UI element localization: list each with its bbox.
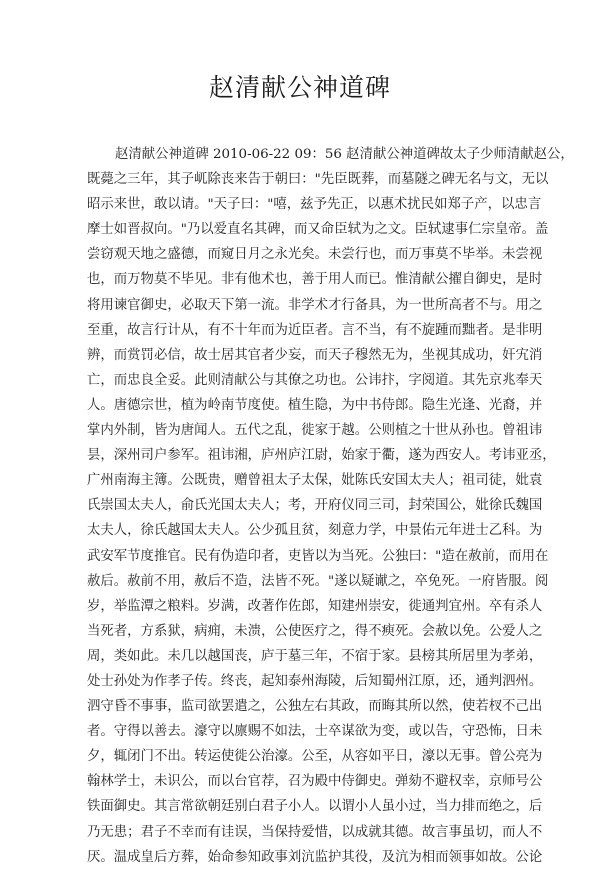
text-line: 广州南海主簿。公既贵，赠曾祖太子太保，妣陈氏安国太夫人；祖司徒，妣袁	[87, 473, 543, 489]
text-line: 赦后。赦前不用，赦后不造，法皆不死。"遂以疑谳之，卒免死。一府皆服。阅	[87, 573, 549, 589]
text-line: 岁，举监潭之粮料。岁满，改著作佐郎，知建州崇安，徙通判宜州。卒有杀人	[87, 598, 543, 614]
text-line: 翰林学士，未识公，而以台官荐，召为殿中侍御史。弹劾不避权幸，京师号公	[87, 774, 543, 790]
text-line: 摩士如晋叔向。"乃以爱直名其碑，而又命臣轼为之文。臣轼逮事仁宗皇帝。盖	[87, 222, 549, 238]
document-body	[87, 142, 574, 870]
text-line: 乃无患；君子不幸而有诖误，当保持爱惜，以成就其德。故言事虽切，而人不	[87, 824, 543, 840]
text-line: 尝窃观天地之盛德，而窥日月之永光矣。未尝行也，而万事莫不毕举。未尝视	[87, 247, 543, 263]
text-line: 亡，而忠良全妥。此则清献公与其僚之功也。公讳抃，字阅道。其先京兆奉天	[87, 372, 543, 388]
text-line: 将用谏官御史，必取天下第一流。非学术才行备具，为一世所高者不与。用之	[87, 297, 543, 313]
text-line: 周，类如此。未几以越国丧，庐于墓三年，不宿于家。县榜其所居里为孝弟，	[87, 648, 543, 664]
text-line: 泗守昏不事事，监司欲罢遣之，公独左右其政，而晦其所以然，使若杈不己出	[87, 699, 543, 715]
text-line: 厌。温成皇后方葬，始命参知政事刘沆监护其役，及沆为相而领事如故。公论	[87, 849, 543, 865]
text-line: 者。守得以善去。濠守以廪赐不如法，士卒谋欲为变，或以告，守恐怖，日未	[87, 724, 543, 740]
text-line: 当死者，方系狱，病痈，未溃，公使医疗之，得不瘐死。会赦以免。公爱人之	[87, 623, 543, 639]
text-line: 人。唐德宗世，植为岭南节度使。植生隐，为中书侍郎。隐生光逢、光裔，并	[87, 397, 543, 413]
text-line: 掌内外制，皆为唐闻人。五代之乱，徙家于越。公则植之十世从孙也。曾祖讳	[87, 423, 543, 439]
document-title: 赵清献公神道碑	[208, 73, 391, 102]
text-line: 昭示来世，敢以请。"天子曰："嘻，兹予先正，以惠术扰民如郑子产，以忠言	[87, 197, 542, 213]
text-line: 既薨之三年，其子屼除丧来告于朝曰："先臣既葬，而墓隧之碑无名与文，无以	[87, 172, 549, 188]
text-line: 至重，故言行计从，有不十年而为近臣者。言不当，有不旋踵而黜者。是非明	[87, 322, 543, 338]
text-line: 夕，辄闭门不出。转运使徙公治濠。公至，从容如平日，濠以无事。曾公亮为	[87, 749, 543, 765]
text-line: 太夫人，徐氏越国太夫人。公少孤且贫，刻意力学，中景佑元年进士乙科。为	[87, 523, 543, 539]
text-line: 赵清献公神道碑 2010-06-22 09：56 赵清献公神道碑故太子少师清献赵公，	[115, 147, 574, 162]
text-line: 武安军节度推官。民有伪造印者，吏皆以为当死。公独曰："造在赦前，而用在	[87, 548, 549, 564]
text-line: 昙，深州司户参军。祖讳湘，庐州庐江尉，始家于衢，遂为西安人。考讳亚丞，	[87, 448, 556, 464]
text-line: 氏崇国太夫人，俞氏光国太夫人；考，开府仪同三司，封荣国公，妣徐氏魏国	[87, 498, 543, 514]
text-line: 辨，而赏罚必信，故士居其官者少妄，而天子穆然无为，坐视其成功，奸宄消	[87, 347, 543, 363]
text-line: 铁面御史。其言常欲朝廷别白君子小人。以谓小人虽小过，当力排而绝之，后	[87, 799, 543, 815]
text-line: 也，而万物莫不毕见。非有他术也，善于用人而已。惟清献公擢自御史，是时	[87, 272, 543, 288]
text-line: 处士孙处为作孝子传。终丧，起知泰州海陵，后知蜀州江原，还，通判泗州。	[87, 673, 543, 689]
